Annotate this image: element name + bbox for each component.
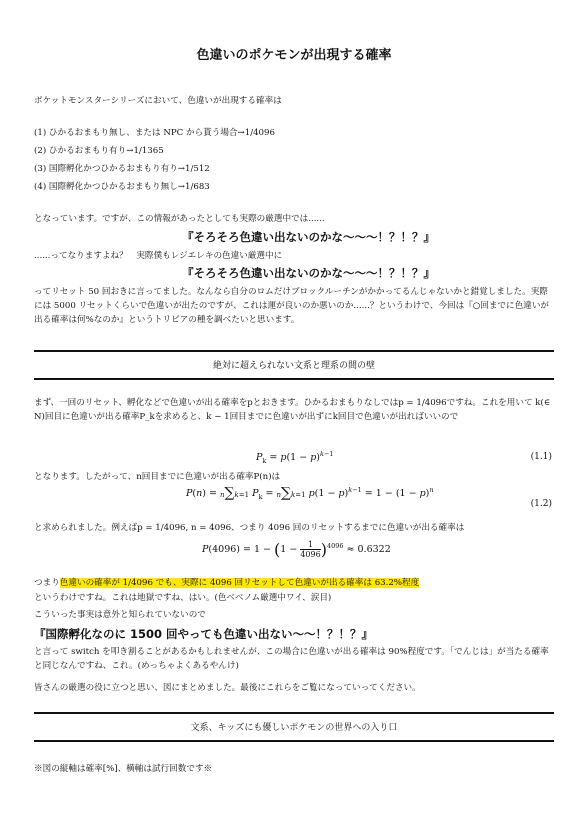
figure-note: ※図の縦軸は確率[%]、横軸は試行回数です※ xyxy=(34,764,213,774)
equation-3-result: ≈ 0.6322 xyxy=(346,544,391,555)
paragraph-10: 皆さんの厳選の役に立つと思い、図にまとめました。最後にこれらをご覧になっていってください。 xyxy=(34,683,421,693)
paragraph-2: ......ってなりますよね？ 実際僕もレジエレキの色違い厳選中に xyxy=(34,251,283,261)
paragraph-9: と言って switch を叩き割ることがあるかもしれませんが、この場合に色違いが出る確率は 90%程度です。「でんじは」が当たる確率と同じなんですね、これ。(めっちゃよくあるやんけ) xyxy=(34,647,549,671)
case-item-3: (3) 国際孵化かつひかるおまもり有り→1/512 xyxy=(34,164,210,174)
equation-1-number: (1.1) xyxy=(530,452,552,462)
equation-2: P(n) = n∑k=1 $P_k = n\sum k=1$ $p(1 - p)^{k-1} = 1 - (1 - p)^n$ xyxy=(186,485,434,502)
section-heading-1: 絶対に超えられない文系と理系の間の壁 xyxy=(212,361,375,371)
paragraph-1: となっています。ですが、この情報があったとしても実際の厳選中では...... xyxy=(34,214,325,224)
paragraph-4: まず、一回のリセット、孵化などで色違いが出る確率をpとおきます。ひかるおまもりなしではp = 1/4096ですね。これを用いて k(∈ N)回目に色違いが出る確率P_kを求めると、k − 1回目までに色違いが出ずにk回目で色違いが出ればいいので xyxy=(34,398,551,422)
paragraph-3: ってリセット 50 回おきに言ってました。なんなら自分のロムだけブロックルーチンがかかってるんじゃないかと錯覚しました。実際には 5000 リセットくらいで色違いが出たのですが、これは運が良いのか悪いのか......？というわけで、今回は『○回までに色違いが出る確率は何%なのか』というトリビアの種を調べたいと思います。 xyxy=(34,287,550,325)
section-rule-top-2 xyxy=(34,712,554,714)
paragraph-7 xyxy=(34,576,419,590)
shout-line-3: 『国際孵化なのに 1500 回やっても色違い出ない～～！？！？』 xyxy=(34,627,374,641)
paragraph-7-tail: というわけですね。これは地獄ですね、はい。(色ベベノム厳選中ワイ、涙目) xyxy=(34,593,332,603)
intro-text: ポケットモンスターシリーズにおいて、色違いが出現する確率は xyxy=(34,96,282,106)
equation-2-number: (1.2) xyxy=(530,499,552,509)
case-item-1: (1) ひかるおまもり無し、または NPC から貰う場合→1/4096 xyxy=(34,128,275,138)
case-item-2: (2) ひかるおまもり有り→1/1365 xyxy=(34,146,164,156)
paragraph-6: と求められました。例えばp = 1/4096, n = 4096、つまり 4096 回のリセットするまでに色違いが出る確率は xyxy=(34,523,465,533)
paragraph-5: となります。したがって、n回目までに色違いが出る確率P(n)は xyxy=(34,472,281,482)
section-rule-top xyxy=(34,350,554,352)
section-rule-bottom xyxy=(34,378,554,380)
section-heading-2: 文系、キッズにも優しいポケモンの世界への入り口 xyxy=(190,723,398,733)
paragraph-8: こういった事実は意外と知られていないので xyxy=(34,610,206,620)
highlighted-conclusion: 色違いの確率が 1/4096 でも、実際に 4096 回リセットして色違いが出る確率は 63.2%程度 xyxy=(59,578,420,588)
shout-line-2: 『そろそろ色違い出ないのかな～～～！？！？』 xyxy=(182,266,435,280)
equation-1: $P_k = p(1 - p)^{k-1}$ xyxy=(256,450,334,466)
shout-line-1: 『そろそろ色違い出ないのかな～～～！？！？』 xyxy=(182,230,435,244)
equation-3: P(4096) = 1 − (1 − $\frac{1}{4096}$ )$^{4096}$ ≈ 0.6322 xyxy=(202,540,391,559)
section-rule-bottom-2 xyxy=(34,740,554,742)
page-title: 色違いのポケモンが出現する確率 xyxy=(196,48,392,63)
paragraph-7-lead: つまり xyxy=(34,578,60,588)
case-item-4: (4) 国際孵化かつひかるおまもり無し→1/683 xyxy=(34,182,210,192)
